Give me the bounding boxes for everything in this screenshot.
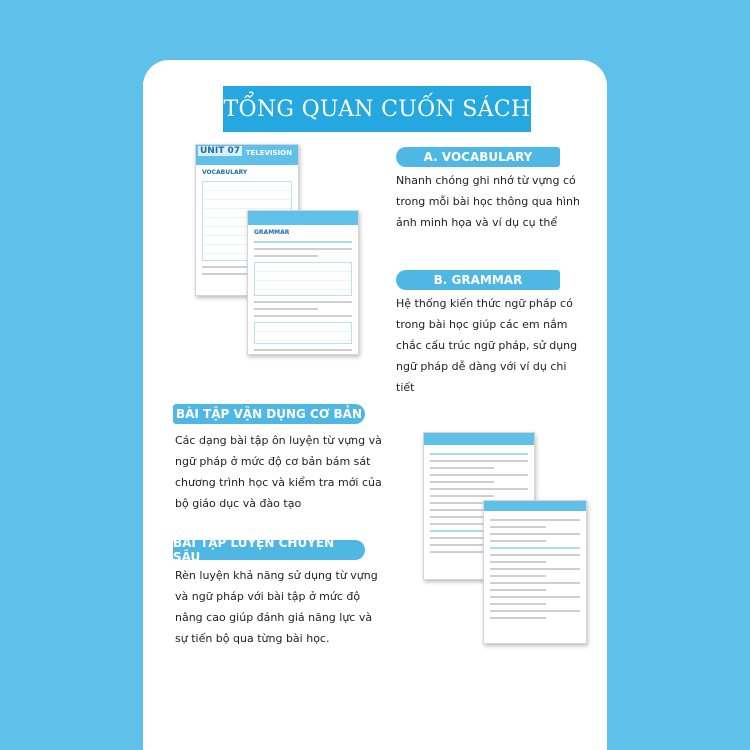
vocabulary-heading: VOCABULARY	[202, 169, 248, 176]
basic-exercises-description: Các dạng bài tập ôn luyện từ vựng và ngữ pháp ở mức độ cơ bản bám sát chương trình học và kiểm tra mới của bộ giáo dục và đào tạo	[175, 434, 382, 510]
overview-card	[143, 60, 607, 750]
advanced-exercises-description: Rèn luyện khả năng sử dụng từ vựng và ngữ pháp với bài tập ở mức độ nâng cao giúp đánh giá năng lực và sự tiến bộ qua từng bài học.	[175, 569, 378, 645]
grammar-label: B. GRAMMAR	[396, 270, 560, 290]
exercise-page-thumbnail-2	[483, 500, 587, 644]
page-title: TỔNG QUAN CUỐN SÁCH	[223, 86, 531, 132]
grammar-page-thumbnail	[247, 210, 359, 355]
grammar-description: Hệ thống kiến thức ngữ pháp có trong bài học giúp các em nắm chắc cấu trúc ngữ pháp, sử dụng ngữ pháp dễ dàng với ví dụ chi tiết	[396, 297, 578, 394]
advanced-exercises-label: BÀI TẬP LUYỆN CHUYÊN SÂU	[173, 540, 365, 560]
vocabulary-label: A. VOCABULARY	[396, 147, 560, 167]
basic-exercises-label: BÀI TẬP VẬN DỤNG CƠ BẢN	[173, 404, 365, 424]
vocabulary-description: Nhanh chóng ghi nhớ từ vựng có trong mỗi bài học thông qua hình ảnh minh họa và ví dụ cụ thể	[396, 174, 580, 229]
unit-title: TELEVISION	[245, 149, 292, 157]
unit-badge: UNIT 07	[200, 146, 240, 156]
grammar-heading: GRAMMAR	[254, 229, 290, 236]
